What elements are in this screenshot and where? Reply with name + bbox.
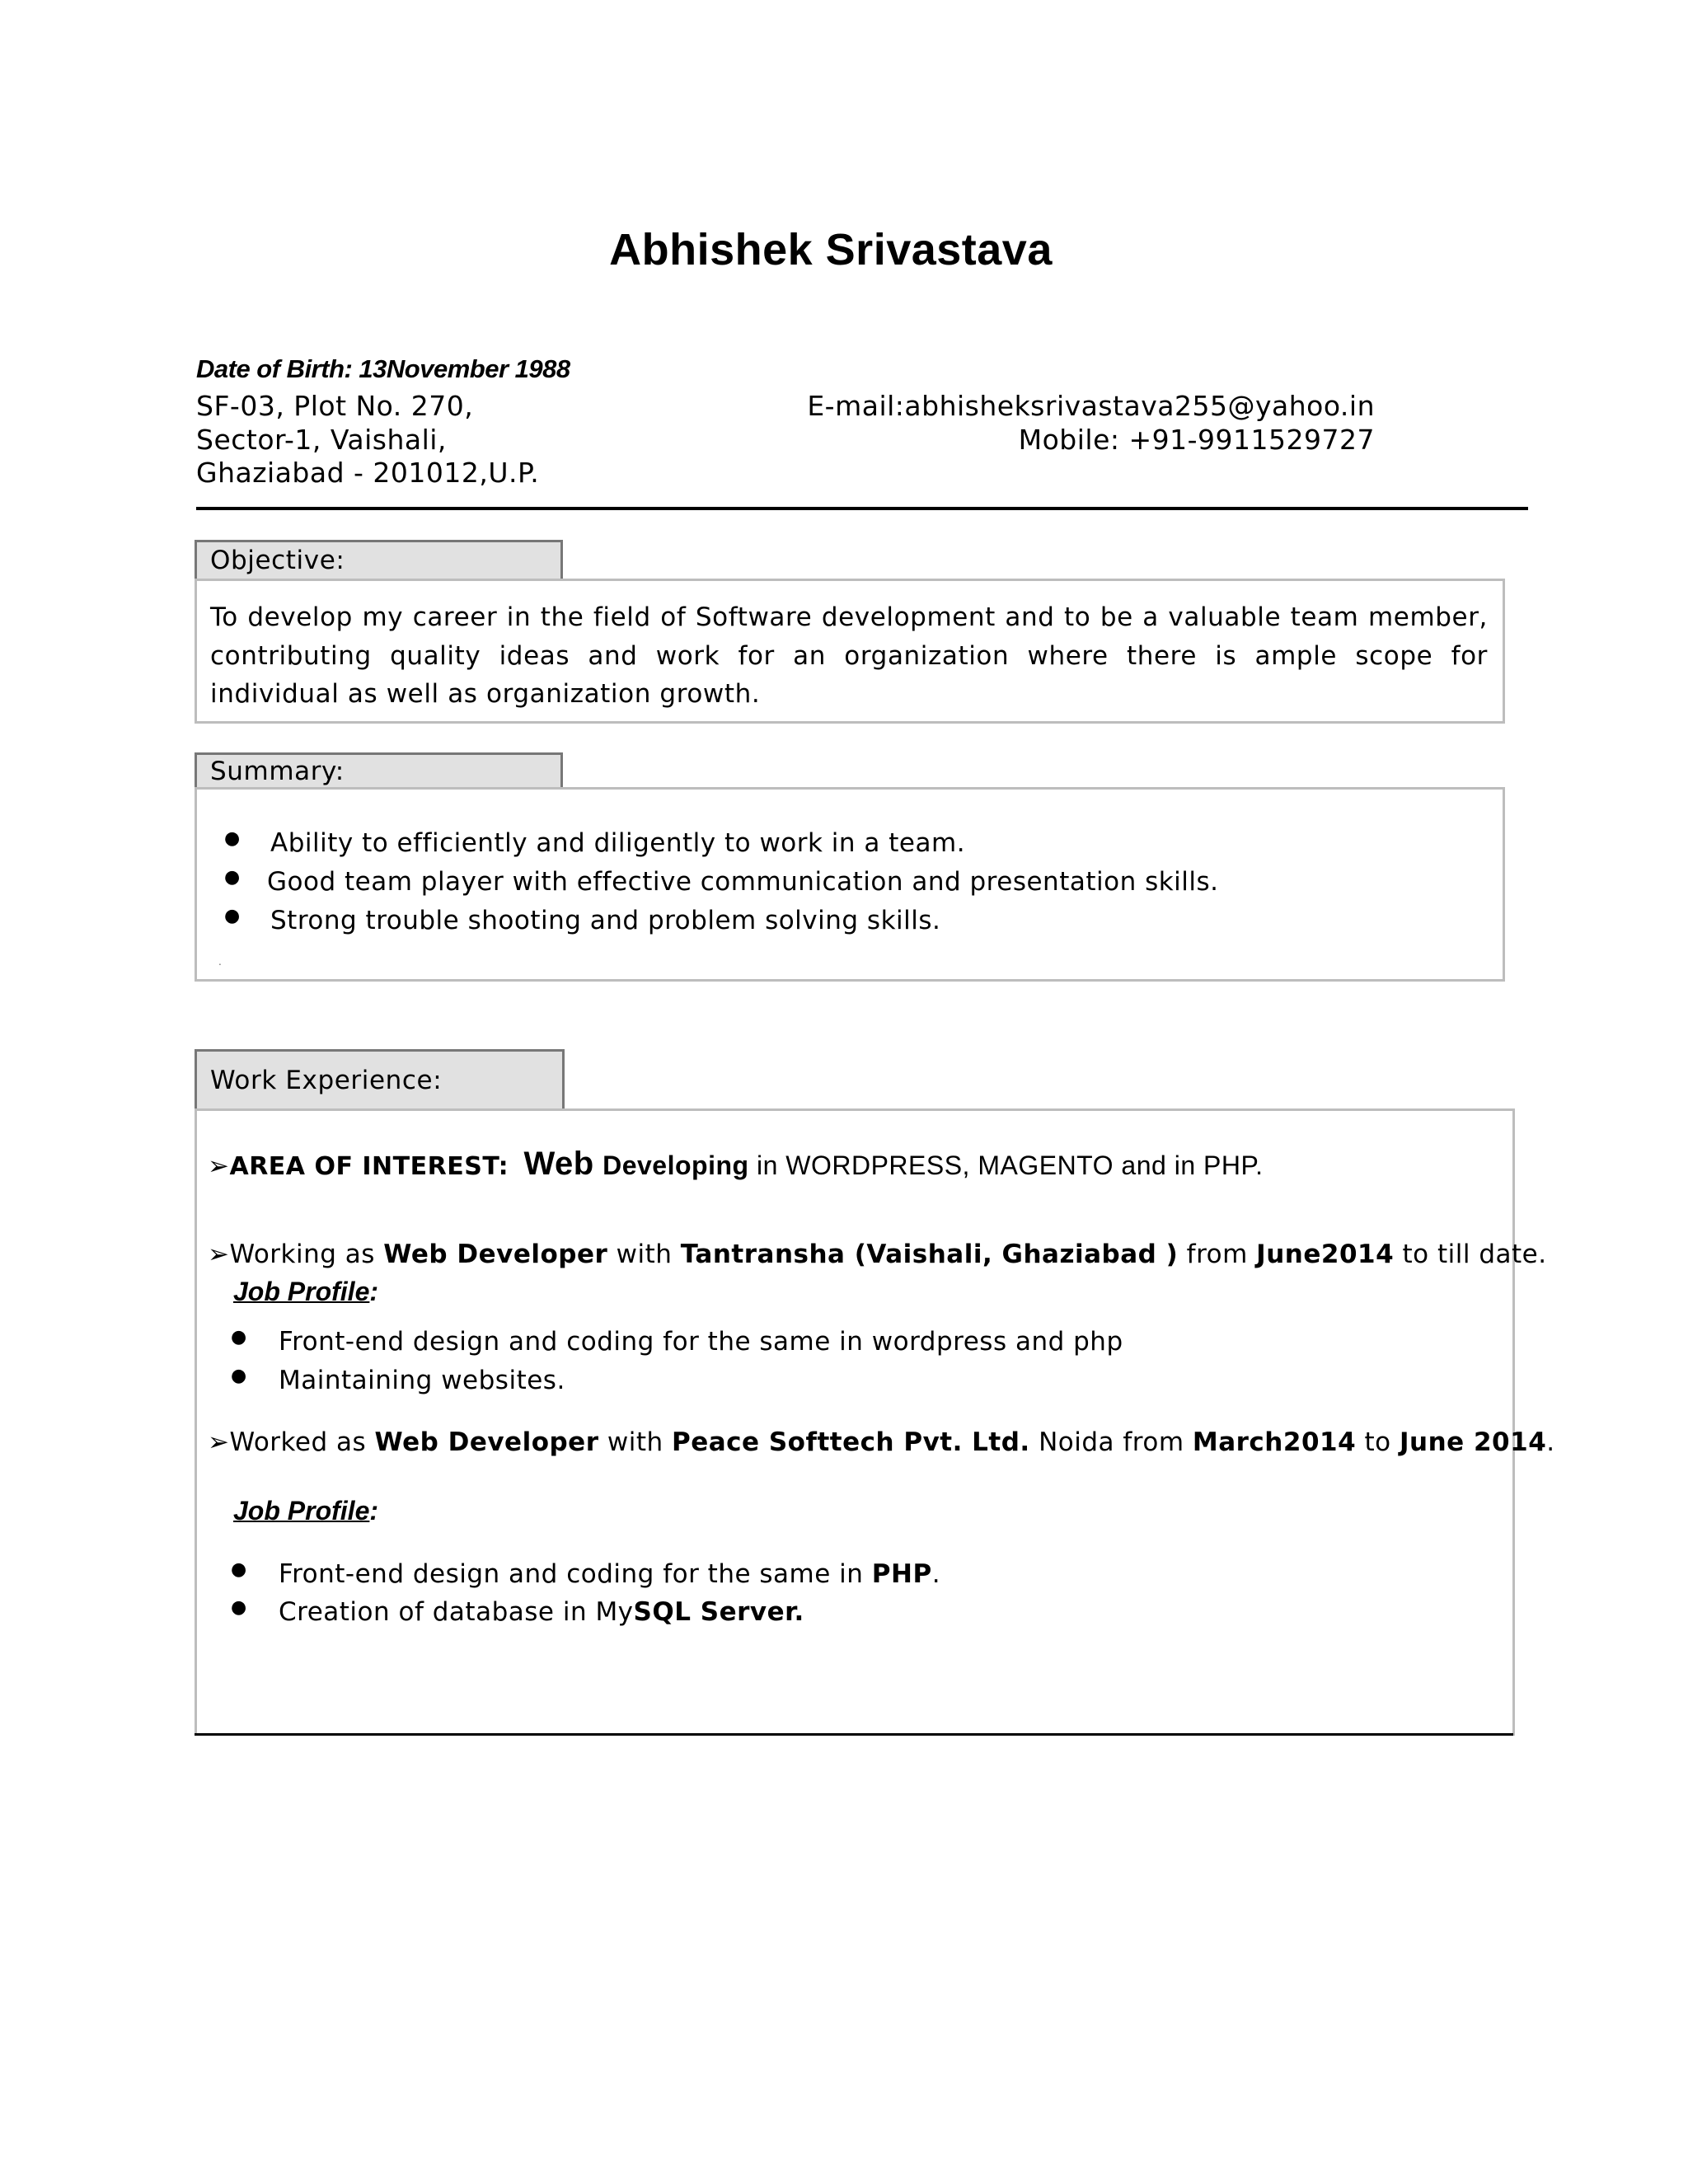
address-line-3: Ghaziabad - 201012,U.P.: [196, 457, 540, 489]
address-line-2: Sector-1, Vaishali,: [196, 424, 447, 456]
work-box: [195, 1108, 1515, 1736]
arrow-bullet-icon: ➢: [208, 1151, 230, 1181]
date-of-birth: Date of Birth: 13November 1988: [196, 354, 570, 383]
bullet-icon: ●: [224, 867, 241, 888]
summary-heading: Summary:: [195, 752, 563, 790]
address-line-1: SF-03, Plot No. 270,: [196, 390, 474, 422]
work-heading: Work Experience:: [195, 1049, 565, 1111]
bullet-icon: ●: [231, 1597, 247, 1618]
job-1-profile-label: Job Profile:: [233, 1277, 379, 1306]
objective-heading: Objective:: [195, 540, 563, 581]
objective-text: To develop my career in the field of Software development and to be a valuable team member, contributing quality ideas and work for an organization where there is ample scope for individual as well as organization growth.: [210, 602, 1488, 709]
bullet-icon: ●: [224, 906, 241, 926]
job-2-line: ➢Worked as Web Developer with Peace Softtech Pvt. Ltd. Noida from March2014 to June 2014.: [208, 1427, 1555, 1457]
bullet-icon: ●: [231, 1366, 247, 1386]
bullet-icon: ●: [231, 1559, 247, 1580]
arrow-bullet-icon: ➢: [208, 1240, 230, 1269]
email-text: E-mail:abhisheksrivastava255@yahoo.in: [807, 390, 1375, 422]
candidate-name: Abhishek Srivastava: [609, 225, 1053, 274]
mobile-text: Mobile: +91-9911529727: [1018, 424, 1375, 456]
work-box-bottom-rule: [195, 1733, 1513, 1736]
arrow-bullet-icon: ➢: [208, 1427, 230, 1457]
bullet-icon: ●: [224, 828, 241, 849]
job-1-line: ➢Working as Web Developer with Tantransha (Vaishali, Ghaziabad ) from June2014 to till date.: [208, 1240, 1547, 1269]
bullet-icon: ●: [231, 1327, 247, 1347]
job-2-profile-label: Job Profile:: [233, 1496, 379, 1526]
stray-mark: .: [218, 956, 222, 968]
area-of-interest-line: ➢AREA OF INTEREST: Web Developing in WORDPRESS, MAGENTO and in PHP.: [208, 1146, 1264, 1182]
header-divider: [196, 507, 1528, 510]
